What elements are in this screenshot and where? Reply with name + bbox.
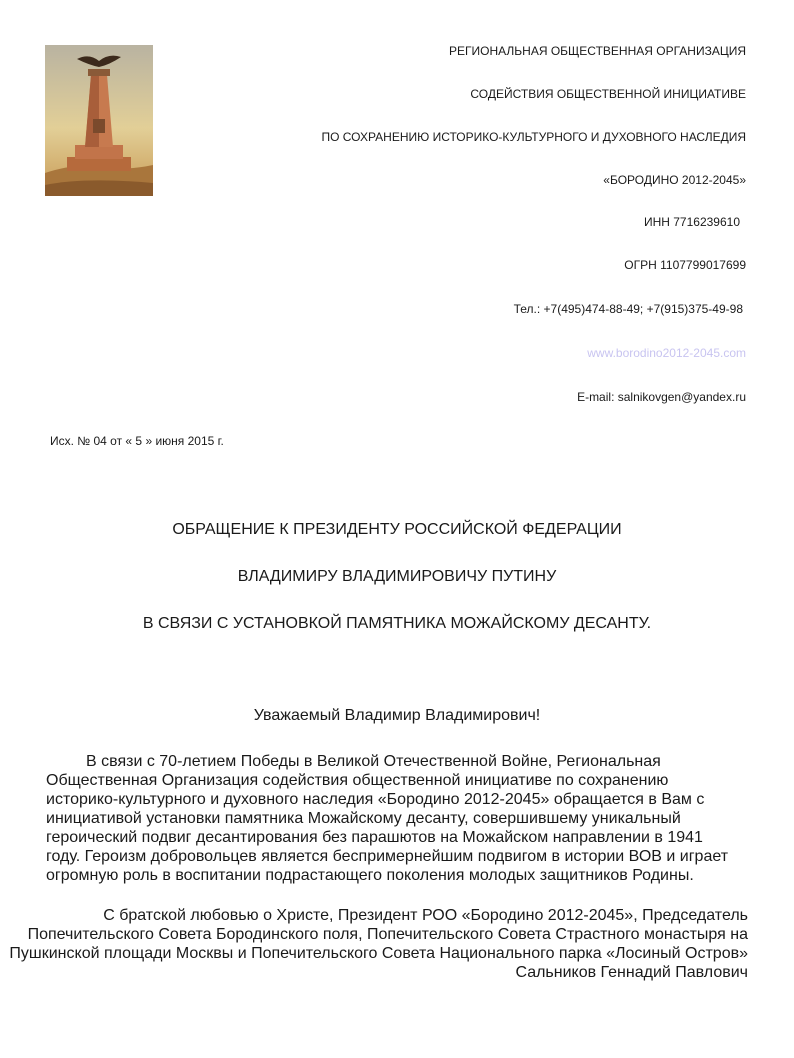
signature: С братской любовью о Христе, Президент РОО «Бородино 2012-2045», Председатель Попечительского Совета Бородинского поля, Попечительского Совета Страстного монастыря на Пушкинской площади Москвы и Попечительского Совета Национального парка «Лосиный Остров» Сальников Геннадий Павлович [9, 907, 748, 981]
body-paragraph: В связи с 70-летием Победы в Великой Отечественной Войне, Региональная Общественная Организация содействия общественной инициативе по сохранению историко-культурного и духовного наследия «Бородино 2012-2045» обращается в Вам с инициативой установки памятника Можайскому десанту, совершившему уникальный героический подвиг десантирования без парашютов на Можайском направлении в 1941 году. Героизм добровольцев является беспримернейшим подвигом в истории ВОВ и играет огромную роль в воспитании подрастающего поколения молодых защитников Родины. [46, 753, 729, 884]
header-email: E-mail: salnikovgen@yandex.ru [577, 390, 746, 404]
header-website-link[interactable]: www.borodino2012-2045.com [587, 346, 746, 360]
header-org-line-1: РЕГИОНАЛЬНАЯ ОБЩЕСТВЕННАЯ ОРГАНИЗАЦИЯ [449, 44, 746, 58]
title-line-1: ОБРАЩЕНИЕ К ПРЕЗИДЕНТУ РОССИЙСКОЙ ФЕДЕРАЦИИ [172, 521, 622, 538]
header-phone: Тел.: +7(495)474-88-49; +7(915)375-49-98 [513, 302, 743, 316]
header-inn: ИНН 7716239610 [643, 215, 740, 229]
header-org-name: «БОРОДИНО 2012-2045» [603, 173, 746, 187]
header-org-line-3: ПО СОХРАНЕНИЮ ИСТОРИКО-КУЛЬТУРНОГО И ДУХОВНОГО НАСЛЕДИЯ [321, 130, 746, 144]
header-ogrn: ОГРН 1107799017699 [624, 258, 746, 272]
monument-logo [45, 45, 153, 196]
greeting: Уважаемый Владимир Владимирович! [253, 707, 541, 724]
outgoing-number: Исх. № 04 от « 5 » июня 2015 г. [50, 434, 224, 448]
header-org-line-2: СОДЕЙСТВИЯ ОБЩЕСТВЕННОЙ ИНИЦИАТИВЕ [470, 87, 746, 101]
title-line-3: В СВЯЗИ С УСТАНОВКОЙ ПАМЯТНИКА МОЖАЙСКОМУ ДЕСАНТУ. [142, 615, 652, 632]
title-line-2: ВЛАДИМИРУ ВЛАДИМИРОВИЧУ ПУТИНУ [237, 568, 557, 585]
